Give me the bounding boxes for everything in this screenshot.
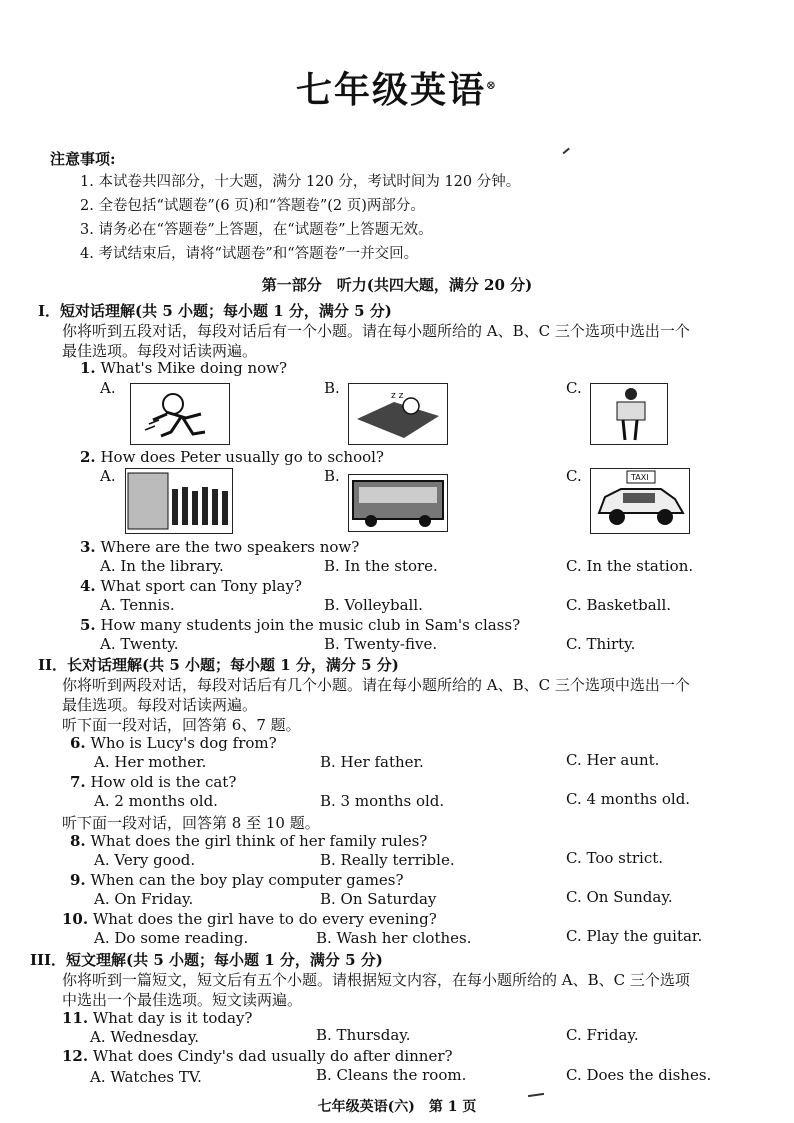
title-text: 七年级英语 (295, 69, 486, 111)
option-a: A. On Friday. (94, 890, 194, 908)
question-7 (70, 773, 236, 791)
question-3 (80, 538, 359, 556)
option-b: B. Wash her clothes. (316, 929, 472, 947)
note-item-4: 4. 考试结束后，请将“试题卷”和“答题卷”一并交回。 (80, 246, 419, 262)
question-4 (80, 577, 302, 595)
section2-intro-line1: 你将听到两段对话，每段对话后有几个小题。请在每小题所给的 A、B、C 三个选项中选出一个 (62, 676, 690, 694)
subway-picture (125, 468, 233, 534)
taxi-picture (590, 468, 690, 534)
question-11 (62, 1009, 252, 1027)
question-text: What sport can Tony play? (100, 577, 302, 595)
question-text: What's Mike doing now? (100, 359, 288, 377)
reading-picture (590, 383, 668, 445)
question-number: 3. (80, 538, 96, 556)
option-c: C. In the station. (566, 557, 694, 575)
option-a: A. In the library. (100, 557, 224, 575)
option-b-label: B. (324, 467, 340, 485)
sleeping-picture (348, 383, 448, 445)
question-10 (62, 910, 437, 928)
question-5 (80, 616, 520, 634)
question-number: 11. (62, 1009, 89, 1027)
section1-heading: I．短对话理解(共 5 小题；每小题 1 分，满分 5 分) (38, 302, 392, 320)
section2-heading: II．长对话理解(共 5 小题；每小题 1 分，满分 5 分) (38, 656, 399, 674)
notes-heading: 注意事项: (50, 150, 116, 168)
section2-intro-line2: 最佳选项。每段对话读两遍。 (62, 696, 258, 714)
question-text: What day is it today? (92, 1009, 253, 1027)
option-a: A. Her mother. (94, 753, 207, 771)
note-item-1: 1. 本试卷共四部分，十大题，满分 120 分，考试时间为 120 分钟。 (80, 174, 521, 190)
question-number: 9. (70, 871, 86, 889)
page-title (0, 62, 794, 113)
note-item-3: 3. 请务必在“答题卷”上答题，在“试题卷”上答题无效。 (80, 222, 433, 238)
option-c: C. Does the dishes. (566, 1066, 712, 1084)
section1-intro-line2: 最佳选项。每段对话读两遍。 (62, 342, 258, 360)
option-a: A. Very good. (94, 851, 196, 869)
part1-heading: 第一部分 听力(共四大题，满分 20 分) (261, 276, 533, 294)
option-a: A. Tennis. (100, 596, 175, 614)
question-6 (70, 734, 277, 752)
option-c-label: C. (566, 467, 582, 485)
option-a: A. Wednesday. (90, 1028, 200, 1046)
section3-heading: III．短文理解(共 5 小题；每小题 1 分，满分 5 分) (30, 951, 383, 969)
question-number: 1. (80, 359, 96, 377)
question-number: 2. (80, 448, 96, 466)
option-a-label: A. (100, 467, 116, 485)
option-b: B. Twenty-five. (324, 635, 438, 653)
question-number: 4. (80, 577, 96, 595)
option-c: C. Thirty. (566, 635, 636, 653)
question-12 (62, 1047, 453, 1065)
option-a: A. Twenty. (100, 635, 179, 653)
option-b-label: B. (324, 379, 340, 397)
question-number: 6. (70, 734, 86, 752)
question-9 (70, 871, 404, 889)
option-b: B. Cleans the room. (316, 1066, 467, 1084)
question-number: 12. (62, 1047, 89, 1065)
question-text: What does the girl have to do every evening? (92, 910, 437, 928)
option-c: C. Friday. (566, 1026, 639, 1044)
option-a-label: A. (100, 379, 116, 397)
option-b: B. On Saturday (320, 890, 437, 908)
taxi-sign-label: TAXI (631, 473, 649, 482)
option-b: B. Volleyball. (324, 596, 423, 614)
question-text: Who is Lucy's dog from? (90, 734, 277, 752)
question-2 (80, 448, 384, 466)
question-number: 8. (70, 832, 86, 850)
question-text: How old is the cat? (90, 773, 237, 791)
option-c-label: C. (566, 379, 582, 397)
section3-intro-line2: 中选出一个最佳选项。短文读两遍。 (62, 991, 303, 1009)
section2-lead-1: 听下面一段对话，回答第 6、7 题。 (62, 716, 301, 734)
question-text: What does Cindy's dad usually do after dinner? (92, 1047, 453, 1065)
option-c: C. Too strict. (566, 849, 664, 867)
option-b: B. In the store. (324, 557, 438, 575)
section1-intro-line1: 你将听到五段对话，每段对话后有一个小题。请在每小题所给的 A、B、C 三个选项中选出一个 (62, 322, 690, 340)
question-number: 5. (80, 616, 96, 634)
option-a: A. Watches TV. (90, 1068, 202, 1086)
option-b: B. Thursday. (316, 1026, 411, 1044)
option-c: C. Basketball. (566, 596, 672, 614)
option-b: B. 3 months old. (320, 792, 445, 810)
question-text: When can the boy play computer games? (90, 871, 404, 889)
option-b: B. Her father. (320, 753, 424, 771)
question-text: What does the girl think of her family rules? (90, 832, 428, 850)
option-c: C. Play the guitar. (566, 927, 703, 945)
scan-mark (562, 148, 569, 154)
question-text: How many students join the music club in Sam's class? (100, 616, 521, 634)
page-footer: 七年级英语(六) 第 1 页 (317, 1099, 477, 1115)
bus-picture (348, 474, 448, 532)
option-a: A. 2 months old. (94, 792, 218, 810)
section3-intro-line1: 你将听到一篇短文，短文后有五个小题。请根据短文内容，在每小题所给的 A、B、C 三个选项 (62, 971, 690, 989)
section2-lead-2: 听下面一段对话，回答第 8 至 10 题。 (62, 814, 320, 832)
option-c: C. Her aunt. (566, 751, 660, 769)
question-text: Where are the two speakers now? (100, 538, 360, 556)
question-number: 7. (70, 773, 86, 791)
running-boy-picture (130, 383, 230, 445)
option-b: B. Really terrible. (320, 851, 455, 869)
question-1 (80, 359, 287, 377)
title-mark: ⊗ (485, 78, 499, 92)
question-text: How does Peter usually go to school? (100, 448, 384, 466)
svg-text:z z: z z (391, 391, 404, 401)
option-a: A. Do some reading. (94, 929, 249, 947)
question-number: 10. (62, 910, 89, 928)
note-item-2: 2. 全卷包括“试题卷”(6 页)和“答题卷”(2 页)两部分。 (80, 198, 425, 214)
option-c: C. 4 months old. (566, 790, 691, 808)
option-c: C. On Sunday. (566, 888, 673, 906)
question-8 (70, 832, 427, 850)
